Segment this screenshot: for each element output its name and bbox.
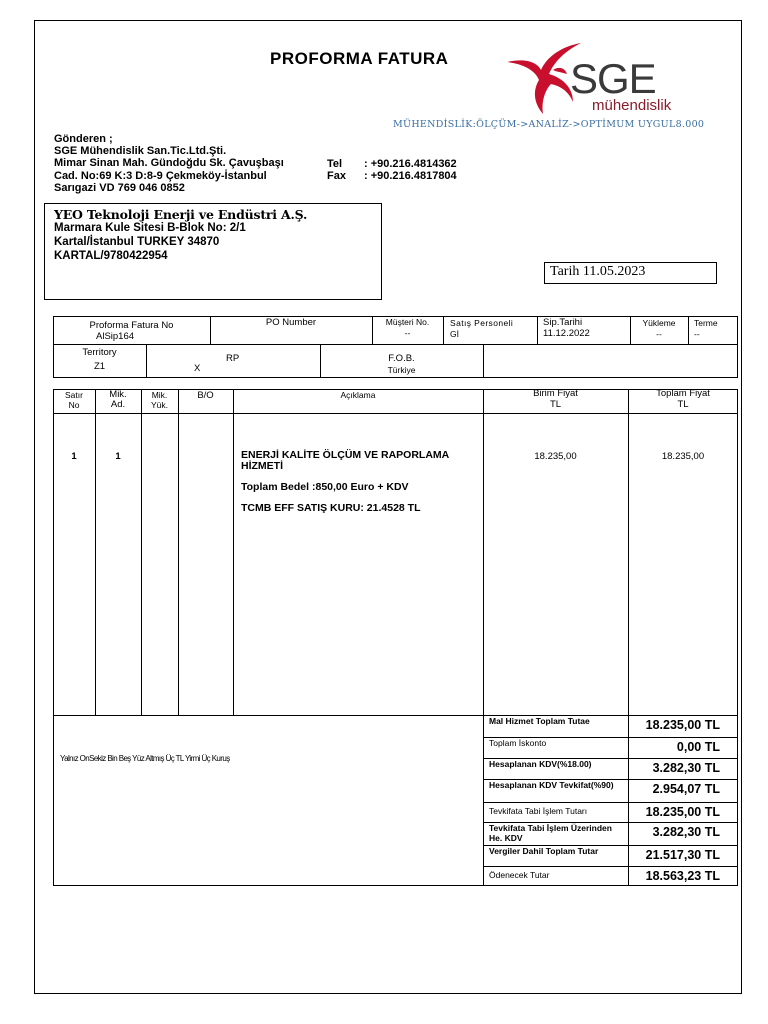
summary-label: Mal Hizmet Toplam Tutae: [489, 716, 590, 726]
summary-value: 18.563,23 TL: [645, 869, 720, 883]
fax-label: Fax: [327, 170, 346, 182]
sip-tarihi-value: 11.12.2022: [543, 328, 590, 339]
summary-label: Tevkifata Tabi İşlem Tutarı: [489, 806, 588, 816]
row-total-price: 18.235,00: [661, 451, 705, 462]
sender-address1: Mimar Sinan Mah. Gündoğdu Sk. Çavuşbaşı: [54, 157, 284, 170]
po-number-label: PO Number: [265, 317, 317, 328]
header-aciklama: Açıklama: [340, 390, 376, 400]
terme-value: --: [694, 329, 700, 339]
summary-value: 18.235,00 TL: [645, 805, 720, 819]
summary-value: 3.282,30 TL: [652, 825, 720, 839]
summary-label: Hesaplanan KDV Tevkifat(%90): [489, 780, 614, 790]
terme-label: Terme: [694, 318, 718, 328]
customer-name: YEO Teknoloji Enerji ve Endüstri A.Ş.: [54, 207, 308, 222]
summary-label: Tevkifata Tabi İşlem Üzerinden He. KDV: [489, 823, 612, 843]
slogan: MÜHENDİSLİK:ÖLÇÜM->ANALİZ->OPTİMUM UYGUL8.000: [393, 119, 705, 130]
row-description: ENERJİ KALİTE ÖLÇÜM VE RAPORLAMA HİZMETİ Toplam Bedel :850,00 Euro + KDV TCMB EFF SATIŞ KURU: 21.4528 TL: [241, 449, 450, 514]
sender-tax: Sarıgazi VD 769 046 0852: [54, 181, 185, 194]
items-table: [53, 389, 738, 716]
logo-text: SGE: [570, 55, 656, 102]
summary-value: 2.954,07 TL: [652, 782, 720, 796]
musteri-no-label: Müşteri No.: [385, 317, 430, 327]
tel-label: Tel: [327, 158, 343, 170]
header-toplam-fiyat: Toplam Fiyat TL: [656, 388, 710, 410]
customer-line2: Kartal/İstanbul TURKEY 34870: [54, 236, 220, 248]
sender-block: [54, 133, 284, 194]
header-mik-ad: Mik. Ad.: [109, 389, 127, 410]
sip-tarihi-label: Sip.Tarihi: [543, 317, 583, 328]
rp-value: X: [194, 363, 201, 374]
summary-value: 21.517,30 TL: [645, 848, 720, 862]
summary-label: Ödenecek Tutar: [489, 870, 550, 880]
summary-value: 18.235,00 TL: [645, 718, 720, 732]
summary-value: 0,00 TL: [676, 740, 720, 754]
fob-value: Türkiye: [387, 365, 416, 375]
row-no: 1: [71, 451, 77, 462]
tel-value: : +90.216.4814362: [364, 158, 457, 170]
summary-label: Hesaplanan KDV(%18.00): [489, 759, 592, 769]
sender-company: SGE Mühendislik San.Tic.Ltd.Şti.: [54, 145, 227, 158]
sender-address2: Cad. No:69 K:3 D:8-9 Çekmeköy-İstanbul: [54, 169, 267, 182]
header-birim-fiyat: Birim Fiyat TL: [533, 388, 578, 410]
rp-label: RP: [226, 353, 240, 364]
proforma-no-value: AlSip164: [96, 331, 135, 342]
territory-value: Z1: [93, 361, 106, 372]
row-unit-price: 18.235,00: [534, 451, 577, 462]
yukleme-label: Yükleme: [642, 318, 676, 328]
customer-line1: Marmara Kule Sitesi B-Blok No: 2/1: [54, 222, 246, 234]
fob-label: F.O.B.: [388, 353, 415, 364]
header-mik-yuk: Mik. Yük.: [150, 390, 168, 410]
customer-line3: KARTAL/9780422954: [54, 250, 168, 262]
header-bo: B/O: [197, 390, 214, 401]
musteri-no-value: --: [404, 328, 411, 338]
summary-value: 3.282,30 TL: [652, 761, 720, 775]
page-title: PROFORMA FATURA: [270, 49, 449, 68]
row-qty: 1: [115, 451, 121, 462]
summary-label: Toplam İskonto: [489, 738, 547, 748]
fax-value: : +90.216.4817804: [364, 170, 457, 182]
header-satir: Satır No: [65, 390, 83, 410]
proforma-no-label: Proforma Fatura No: [89, 320, 174, 331]
satis-personeli-value: Gİ: [450, 329, 459, 339]
sender-label: Gönderen ;: [54, 133, 113, 145]
satis-personeli-label: Satış Personeli: [450, 318, 514, 328]
amount-in-words: Yalnız OnSekiz Bin Beş Yüz Altmış Üç TL Yirmi Üç Kuruş: [60, 754, 230, 763]
logo-subtitle: mühendislik: [592, 97, 672, 114]
territory-label: Territory: [82, 347, 117, 358]
yukleme-value: --: [656, 329, 662, 339]
summary-label: Vergiler Dahil Toplam Tutar: [489, 846, 599, 856]
invoice-date: Tarih 11.05.2023: [544, 262, 717, 284]
